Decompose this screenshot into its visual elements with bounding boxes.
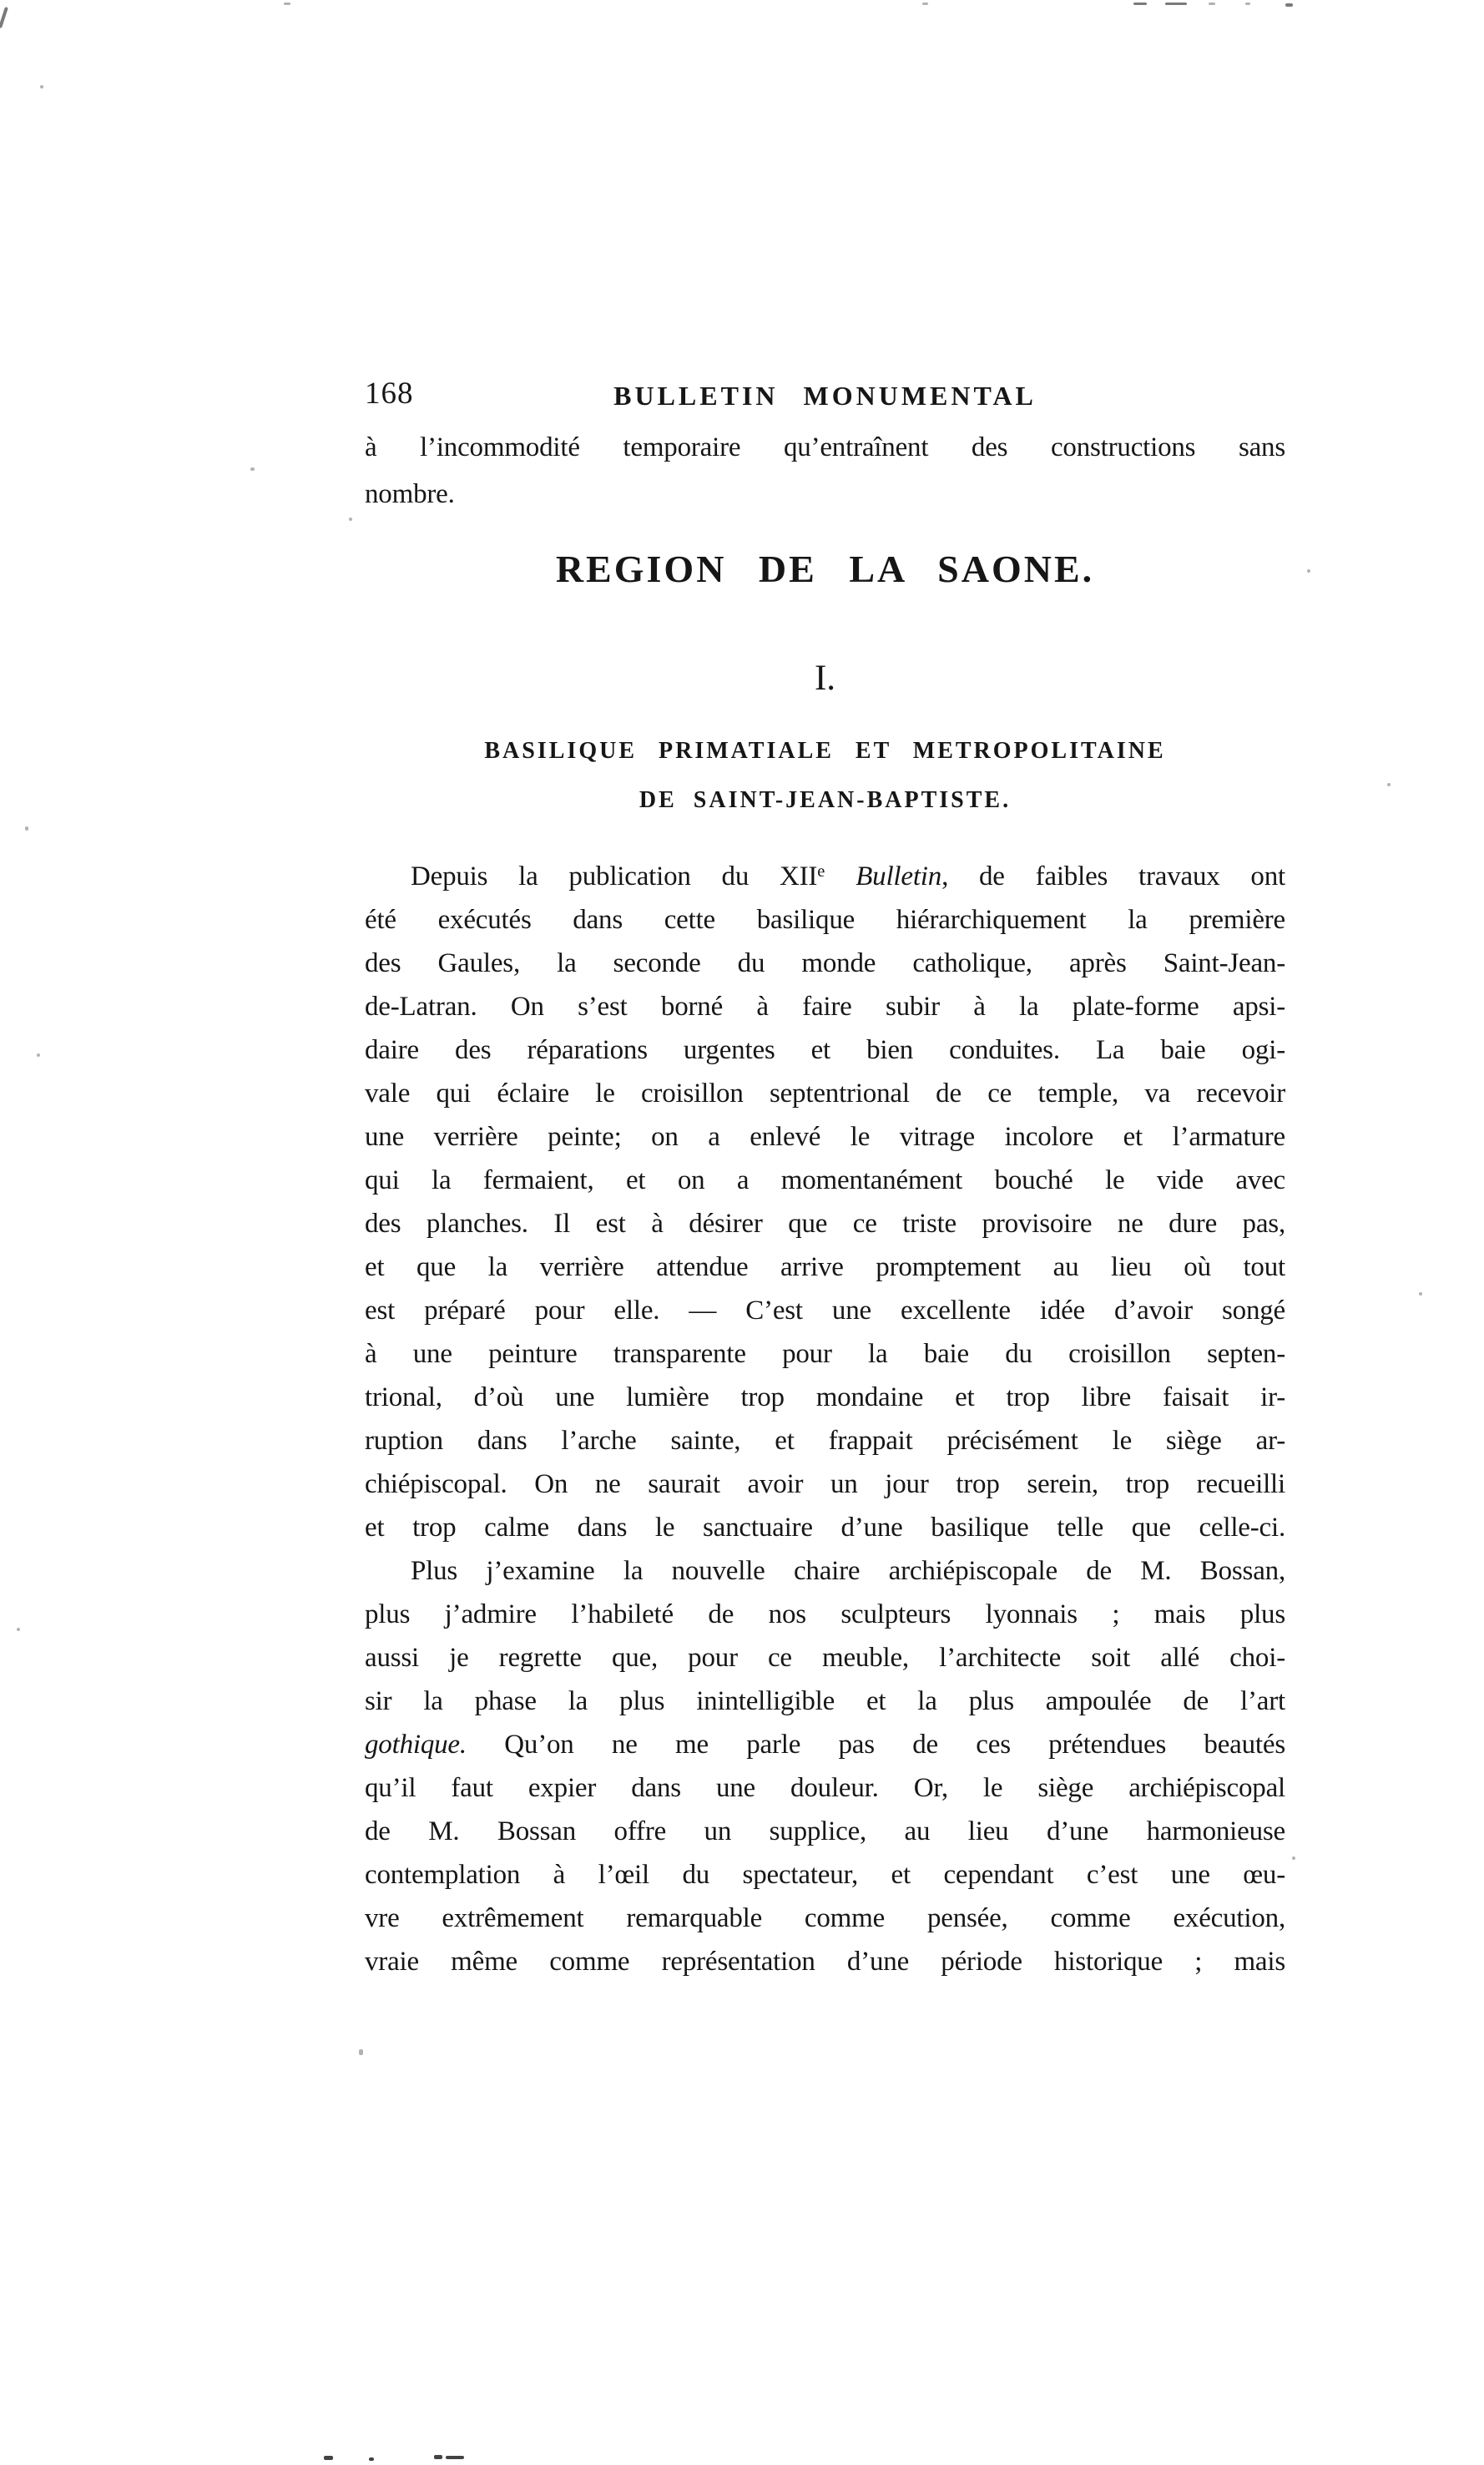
text-line — [365, 1419, 1285, 1462]
scan-speck — [1307, 569, 1310, 573]
scan-speck — [922, 3, 928, 5]
scan-speck — [1292, 1856, 1295, 1860]
continuation-paragraph — [365, 424, 1285, 518]
text-segment: des planches. Il est à désirer que ce triste provisoire ne dure pas, — [365, 1209, 1285, 1240]
scan-speck — [250, 467, 255, 471]
text-segment: sir la phase la plus inintelligible et la plus ampoulée de l’art — [365, 1686, 1285, 1717]
text-segment: Qu’on ne me parle pas de ces prétendues beautés — [466, 1730, 1285, 1760]
text-segment: qu’il faut expier dans une douleur. Or, le siège archiépiscopal — [365, 1773, 1285, 1804]
scan-speck — [1209, 3, 1215, 5]
text-segment: est préparé pour elle. — C’est une excellente idée d’avoir songé — [365, 1296, 1285, 1326]
text-segment: à l’incommodité temporaire qu’entraînent des constructions sans — [365, 432, 1285, 462]
text-line — [365, 1549, 1285, 1593]
text-line — [365, 1202, 1285, 1245]
text-line — [365, 898, 1285, 942]
scan-speck — [369, 2457, 374, 2461]
text-line — [365, 1159, 1285, 1202]
text-line — [365, 424, 1285, 471]
text-segment: Depuis la publication du XII — [411, 861, 818, 892]
text-segment: aussi je regrette que, pour ce meuble, l’architecte soit allé choi- — [365, 1643, 1285, 1674]
section-numeral: I. — [814, 659, 836, 698]
text-segment: une verrière peinte; on a enlevé le vitrage incolore et l’armature — [365, 1122, 1285, 1153]
text-line — [365, 1680, 1285, 1723]
text-segment: vre extrêmement remarquable comme pensée, comme exécution, — [365, 1903, 1285, 1934]
text-segment — [825, 861, 856, 892]
scan-speck — [359, 2049, 363, 2055]
text-segment: été exécutés dans cette basilique hiérarchiquement la première — [365, 905, 1285, 936]
text-line — [365, 1376, 1285, 1419]
text-line — [365, 1289, 1285, 1332]
text-line — [365, 471, 1285, 518]
text-segment: de-Latran. On s’est borné à faire subir à la plate-forme apsi- — [365, 992, 1285, 1023]
text-segment: Plus j’examine la nouvelle chaire archiépiscopale de M. Bossan, — [411, 1556, 1285, 1587]
text-segment: vraie même comme représentation d’une période historique ; mais — [365, 1947, 1285, 1978]
text-segment: chiépiscopal. On ne saurait avoir un jour trop serein, trop recueilli — [365, 1469, 1285, 1500]
scan-speck — [1285, 3, 1293, 7]
scan-speck — [349, 518, 352, 521]
text-line — [365, 1332, 1285, 1376]
text-line — [365, 1766, 1285, 1810]
text-segment: ruption dans l’arche sainte, et frappait précisément le siège ar- — [365, 1426, 1285, 1457]
body-text — [365, 850, 1285, 1983]
scan-speck — [324, 2456, 333, 2460]
text-line — [365, 1897, 1285, 1940]
scan-speck — [1245, 3, 1250, 5]
scan-speck — [434, 2455, 442, 2459]
text-line — [365, 1853, 1285, 1897]
text-line — [365, 1810, 1285, 1853]
text-segment: et que la verrière attendue arrive promptement au lieu où tout — [365, 1252, 1285, 1283]
text-segment: daire des réparations urgentes et bien conduites. La baie ogi- — [365, 1035, 1285, 1066]
text-line — [365, 1462, 1285, 1506]
text-line — [365, 1723, 1285, 1766]
text-line — [365, 850, 1285, 898]
page-number: 168 — [365, 376, 414, 411]
text-line — [365, 1072, 1285, 1115]
scan-speck — [25, 826, 28, 831]
italic-text: Bulletin — [856, 861, 942, 892]
text-line — [365, 1593, 1285, 1636]
text-segment: des Gaules, la seconde du monde catholique, après Saint-Jean- — [365, 948, 1285, 979]
paragraph — [365, 850, 1285, 1549]
scan-speck — [17, 1628, 20, 1631]
scan-speck — [1419, 1292, 1422, 1296]
scan-speck — [284, 3, 290, 5]
scan-speck — [0, 7, 8, 28]
scan-speck — [40, 85, 43, 88]
paragraph — [365, 1549, 1285, 1983]
text-line — [365, 1115, 1285, 1159]
text-segment: vale qui éclaire le croisillon septentrional de ce temple, va recevoir — [365, 1078, 1285, 1109]
text-line — [365, 985, 1285, 1028]
scan-speck — [446, 2456, 464, 2459]
scan-speck — [1165, 3, 1187, 5]
text-line — [365, 1940, 1285, 1983]
text-segment: à une peinture transparente pour la baie du croisillon septen- — [365, 1339, 1285, 1370]
text-segment: plus j’admire l’habileté de nos sculpteurs lyonnais ; mais plus — [365, 1599, 1285, 1630]
scan-speck — [37, 1053, 40, 1057]
text-segment: nombre. — [365, 479, 455, 509]
italic-text: gothique. — [365, 1730, 467, 1760]
text-segment: trional, d’où une lumière trop mondaine et trop libre faisait ir- — [365, 1382, 1285, 1413]
text-segment: et trop calme dans le sanctuaire d’une basilique telle que celle-ci. — [365, 1513, 1285, 1543]
text-line — [365, 1506, 1285, 1549]
section-title: REGION DE LA SAONE. — [555, 548, 1095, 590]
text-segment: , de faibles travaux ont — [941, 861, 1286, 892]
text-line — [365, 942, 1285, 985]
scan-speck — [1387, 783, 1391, 786]
text-segment: contemplation à l’œil du spectateur, et cependant c’est une œu- — [365, 1860, 1285, 1891]
superscript-text: e — [817, 862, 825, 881]
text-line — [365, 1636, 1285, 1680]
text-segment: qui la fermaient, et on a momentanément bouché le vide avec — [365, 1165, 1285, 1196]
text-segment: de M. Bossan offre un supplice, au lieu d’une harmonieuse — [365, 1816, 1285, 1847]
scan-speck — [1133, 3, 1147, 5]
section-subtitle-line1: BASILIQUE PRIMATIALE ET METROPOLITAINE — [484, 738, 1166, 764]
text-line — [365, 1028, 1285, 1072]
text-line — [365, 1245, 1285, 1289]
section-subtitle-line2: DE SAINT-JEAN-BAPTISTE. — [639, 787, 1012, 813]
running-title: BULLETIN MONUMENTAL — [613, 381, 1037, 411]
